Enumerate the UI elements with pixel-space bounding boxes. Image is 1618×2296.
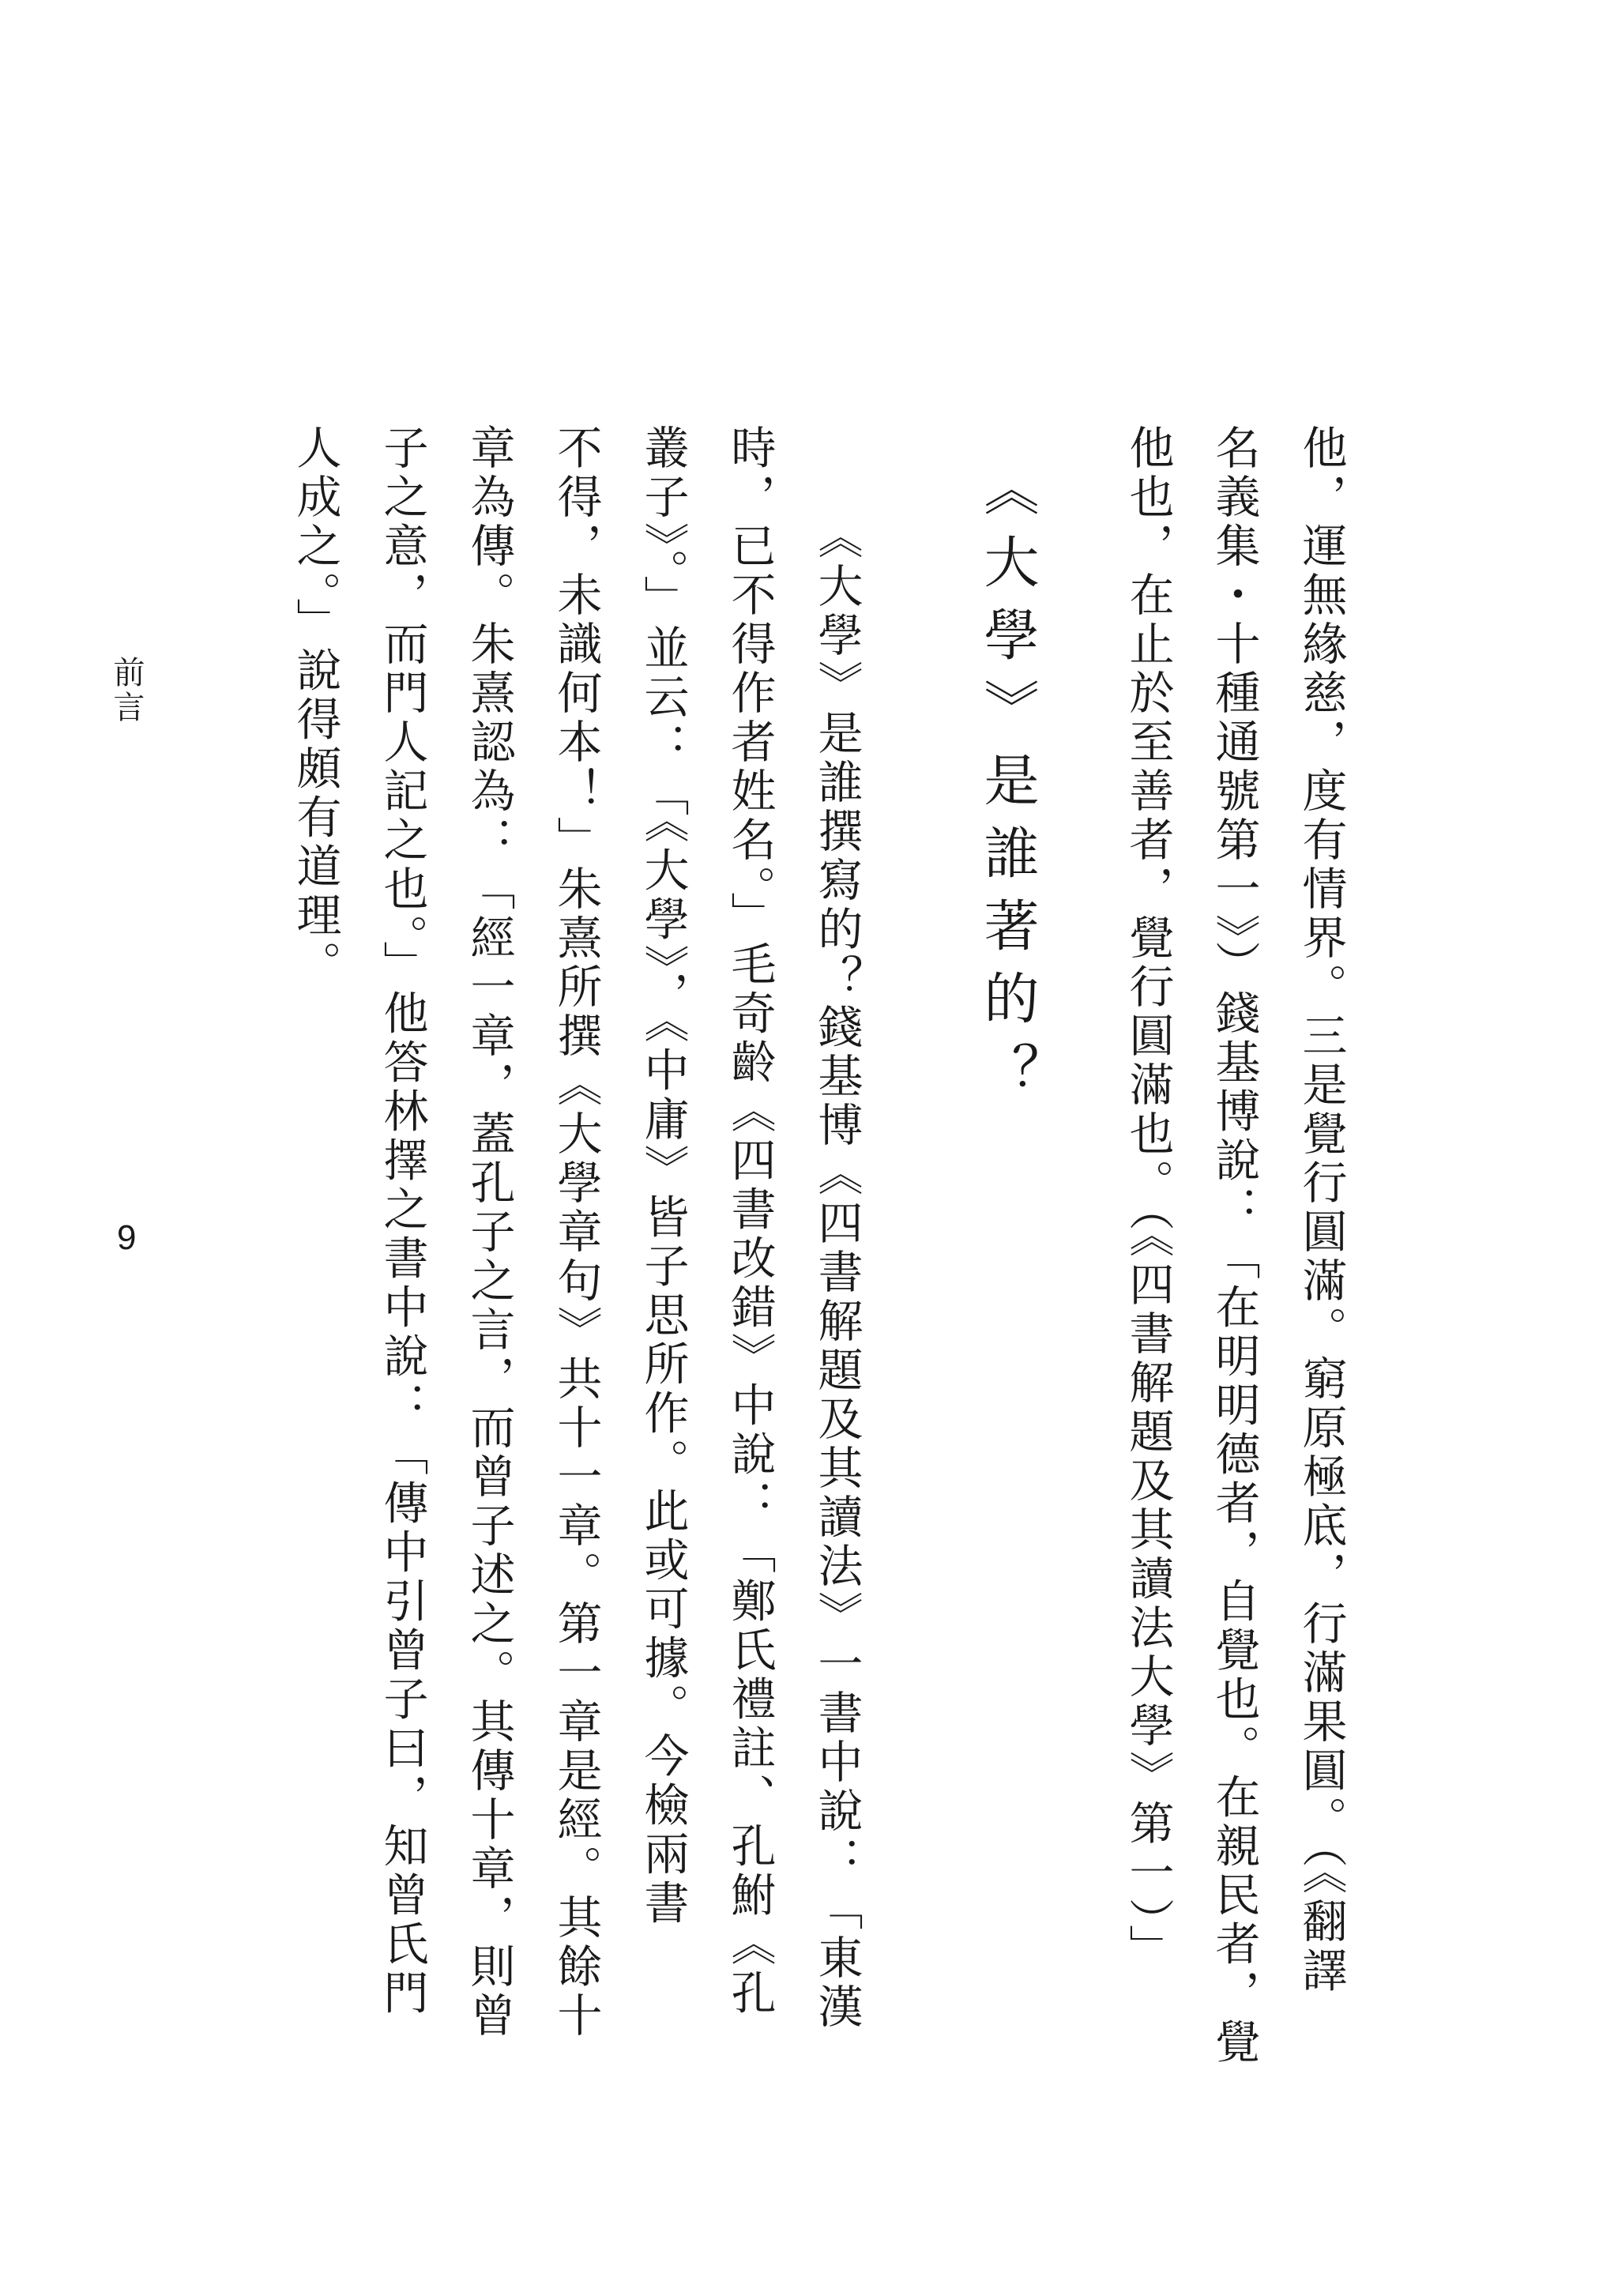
text-column: 不得，未識何本！」朱熹所撰《大學章句》共十一章。第一章是經。其餘十 bbox=[550, 424, 602, 2041]
text-column: 時，已不得作者姓名。」毛奇齡《四書改錯》中說：「鄭氏禮註、孔鮒《孔 bbox=[724, 424, 776, 2019]
text-column: 子之意，而門人記之也。」他答林擇之書中說：「傳中引曾子曰，知曾氏門 bbox=[376, 424, 428, 2019]
text-column: 人成之。」說得頗有道理。 bbox=[289, 424, 341, 990]
text-column: 《大學》是誰撰寫的？錢基博《四書解題及其讀法》一書中說：「東漢 bbox=[811, 514, 863, 2032]
text-column: 章為傳。朱熹認為：「經一章，蓋孔子之言，而曾子述之。其傳十章，則曾 bbox=[463, 424, 515, 2041]
text-column: 他，運無緣慈，度有情界。三是覺行圓滿。窮原極底，行滿果圓。（《翻譯 bbox=[1295, 424, 1347, 1996]
section-heading: 《大學》是誰著的？ bbox=[975, 461, 1040, 1115]
page-number: 9 bbox=[117, 1218, 137, 1257]
running-section-label: 前言 bbox=[108, 656, 145, 725]
text-column: 名義集・十種通號第一》）錢基博說：「在明明德者，自覺也。在親民者，覺 bbox=[1208, 424, 1260, 2068]
text-column: 叢子》。」並云：「《大學》，《中庸》皆子思所作。此或可據。今檢兩書 bbox=[637, 424, 689, 1929]
text-column: 他也，在止於至善者，覺行圓滿也。（《四書解題及其讀法大學》第一）」 bbox=[1122, 424, 1174, 1974]
